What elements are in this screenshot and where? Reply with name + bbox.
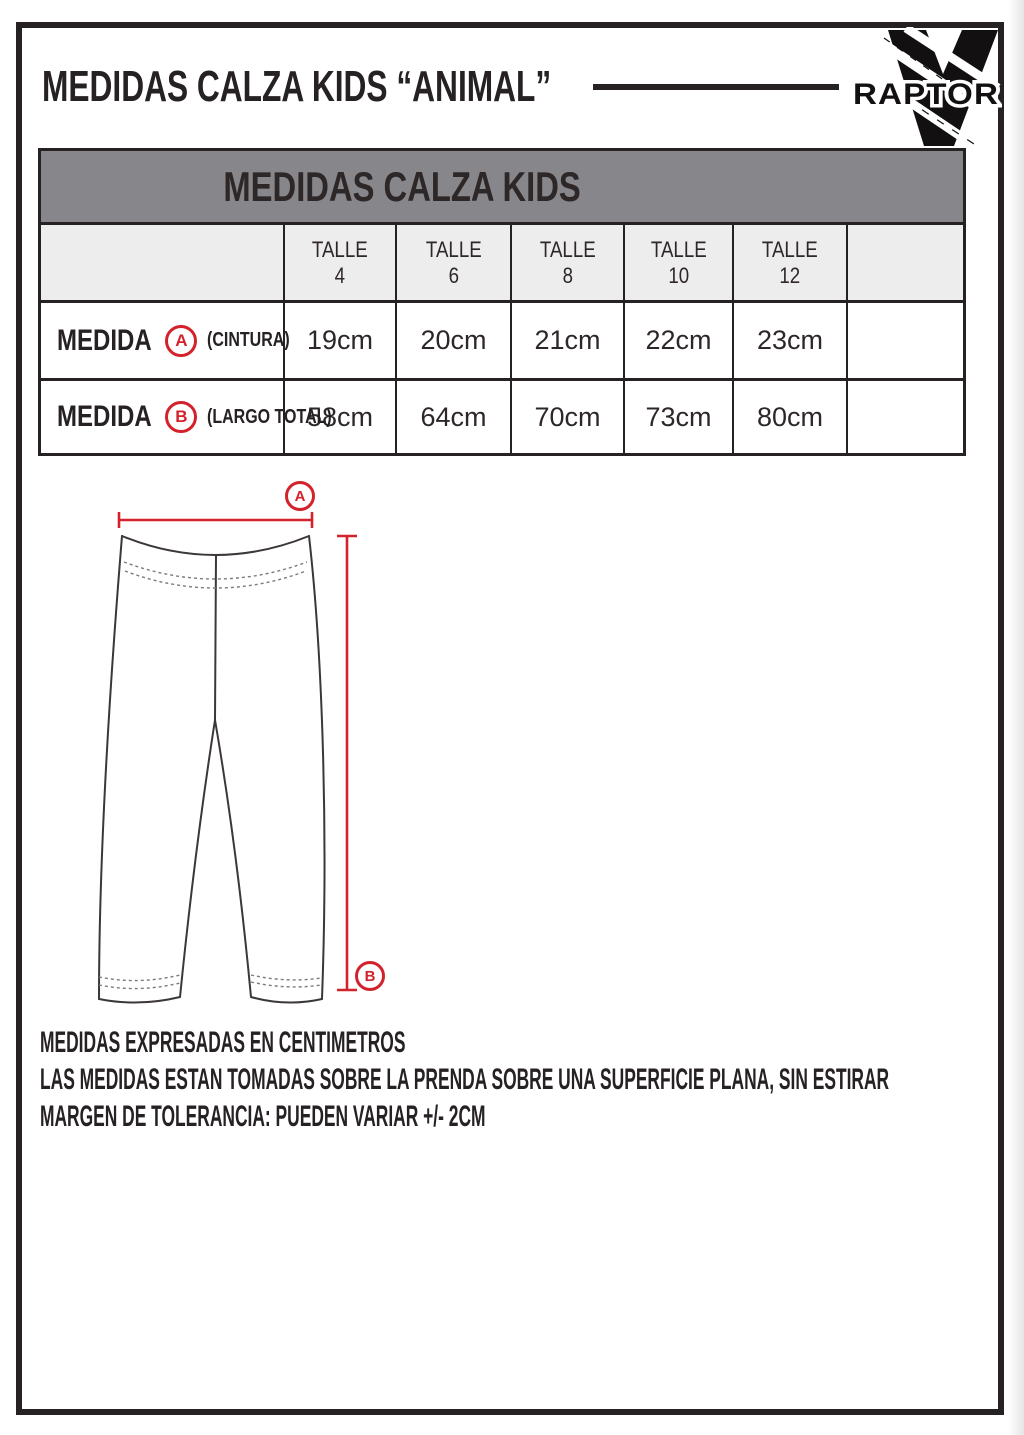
size-column-header: TALLE 12 (732, 225, 846, 300)
size-chart-title: MEDIDAS CALZA KIDS (223, 162, 581, 210)
size-column-header: TALLE 4 (283, 225, 395, 300)
measure-name: MEDIDA (57, 400, 152, 433)
document-title: MEDIDAS CALZA KIDS “ANIMAL” (42, 62, 552, 111)
measurement-cell: 20cm (395, 300, 510, 378)
note-line: MEDIDAS EXPRESADAS EN CENTIMETROS (40, 1026, 406, 1059)
measure-qualifier: (CINTURA) (207, 329, 290, 351)
measurement-cell: 23cm (732, 300, 846, 378)
measure-qualifier: (LARGO TOTAL) (207, 405, 333, 428)
measure-marker-badge: A (165, 325, 197, 357)
dimension-a-badge: A (285, 481, 315, 511)
measurement-cell (846, 378, 963, 453)
empty-header-cell (41, 225, 283, 300)
notes (40, 1024, 1024, 1135)
size-column-header: TALLE 6 (395, 225, 510, 300)
measurement-cell (846, 300, 963, 378)
title-divider (593, 84, 839, 90)
width-dimension-line (119, 512, 312, 528)
row-label-cell (41, 300, 290, 378)
stitch-lines (99, 562, 321, 989)
note-line: LAS MEDIDAS ESTAN TOMADAS SOBRE LA PRENDA SOBRE UNA SUPERFICIE PLANA, SIN ESTIRAR (40, 1063, 890, 1096)
measurement-cell: 70cm (510, 378, 623, 453)
size-column-header: TALLE 8 (510, 225, 623, 300)
brand-wordmark: RAPTOR (853, 78, 999, 111)
leggings-outline (99, 536, 324, 1003)
measurement-cell: 73cm (623, 378, 732, 453)
size-chart-table (38, 148, 966, 456)
empty-header-cell (846, 225, 963, 300)
size-column-header: TALLE 10 (623, 225, 732, 300)
measure-name: MEDIDA (57, 323, 152, 357)
measurement-cell: 19cm (283, 300, 395, 378)
measurement-cell: 64cm (395, 378, 510, 453)
measurement-cell: 22cm (623, 300, 732, 378)
dimension-b-badge: B (355, 961, 385, 991)
size-chart-title-bar (41, 151, 963, 225)
row-label-cell (41, 378, 333, 453)
scan-edge (1008, 0, 1024, 1435)
note-line: MARGEN DE TOLERANCIA: PUEDEN VARIAR +/- 2CM (40, 1100, 486, 1133)
leggings-diagram (85, 478, 395, 1023)
measurement-cell: 80cm (732, 378, 846, 453)
measurement-cell: 21cm (510, 300, 623, 378)
measurement-cell: 58cm (283, 378, 395, 453)
brand-logo (850, 27, 1002, 149)
length-dimension-line (337, 536, 357, 990)
measure-marker-badge: B (165, 401, 197, 433)
size-chart-grid (41, 225, 963, 453)
